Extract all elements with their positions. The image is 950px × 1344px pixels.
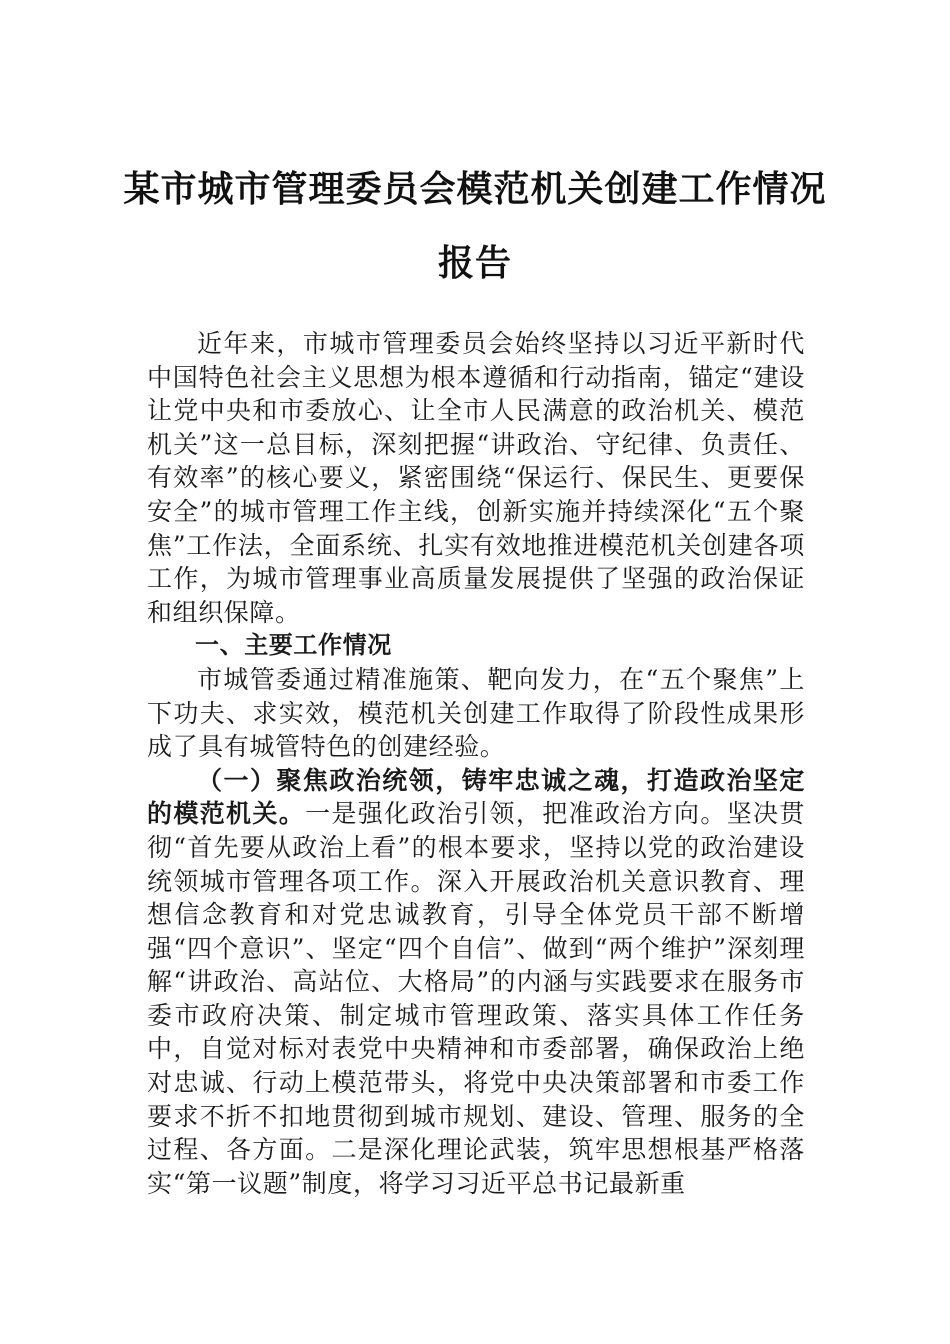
intro-paragraph: 近年来，市城市管理委员会始终坚持以习近平新时代中国特色社会主义思想为根本遵循和行动指南，锚定“建设让党中央和市委放心、让全市人民满意的政治机关、模范机关”这一总目标，深刻把握“讲政治、守纪律、负责任、有效率”的核心要义，紧密围绕“保运行、保民生、更要保安全”的城市管理工作主线，创新实施并持续深化“五个聚焦”工作法，全面系统、扎实有效地推进模范机关创建各项工作，为城市管理事业高质量发展提供了坚强的政治保证和组织保障。 xyxy=(147,329,805,627)
item-paragraph xyxy=(147,764,805,1201)
page-title: 某市城市管理委员会模范机关创建工作情况报告 xyxy=(123,168,827,284)
section-heading: 一、主要工作情况 xyxy=(195,631,392,660)
section-intro-paragraph: 市城管委通过精准施策、靶向发力，在“五个聚焦”上下功夫、求实效，模范机关创建工作取得了阶段性成果形成了具有城管特色的创建经验。 xyxy=(147,664,805,762)
item-body: 一是强化政治引领，把准政治方向。坚决贯彻“首先要从政治上看”的根本要求，坚持以党的政治建设统领城市管理各项工作。深入开展政治机关意识教育、理想信念教育和对党忠诚教育，引导全体党员干部不断增强“四个意识”、坚定“四个自信”、做到“两个维护”深刻理解“讲政治、高站位、大格局”的内涵与实践要求在服务市委市政府决策、制定城市管理政策、落实具体工作任务中，自觉对标对表党中央精神和市委部署，确保政治上绝对忠诚、行动上模范带头，将党中央决策部署和市委工作要求不折不扣地贯彻到城市规划、建设、管理、服务的全过程、各方面。二是深化理论武装，筑牢思想根基严格落实“第一议题”制度，将学习习近平总书记最新重 xyxy=(147,799,805,1198)
item-lead: （一）聚焦政治统领，铸牢忠诚之魂，打造政治坚定的模范机关。 xyxy=(147,765,805,829)
document-body xyxy=(147,327,805,1200)
